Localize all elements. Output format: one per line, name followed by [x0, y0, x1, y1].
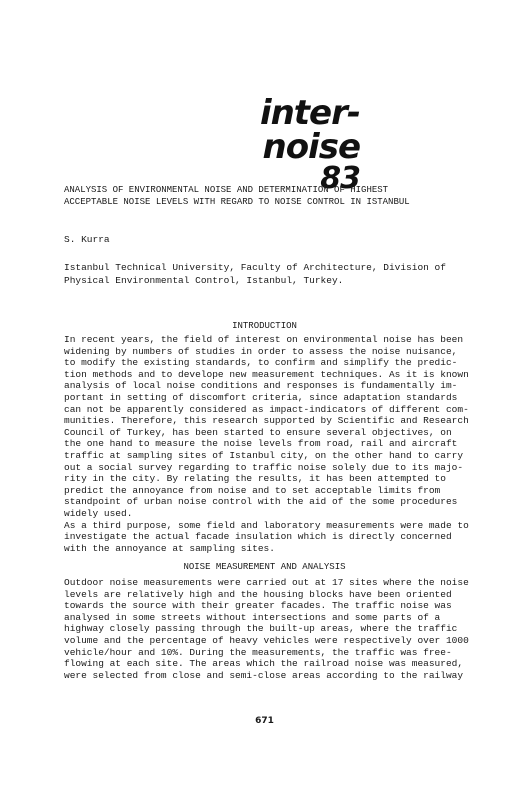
text-line: predict the annoyance from noise and to set acceptable limits from — [64, 484, 441, 496]
text-line: In recent years, the field of interest on environmental noise has been — [64, 334, 464, 345]
section-heading-noise-measurement: NOISE MEASUREMENT AND ANALYSIS — [183, 562, 346, 572]
logo-line-1: inter-noise — [259, 93, 360, 167]
text-line: portant in setting of discomfort criteria, since adaptation standards — [64, 391, 458, 403]
text-line: analysis of local noise conditions and responses is fundamentally im- — [64, 380, 458, 392]
text-line: Outdoor noise measurements were carried out at 17 sites where the noise — [64, 577, 469, 588]
text-line: rity in the city. By relating the results, it has been attempted to — [64, 473, 446, 485]
text-line: standpoint of urban noise control with the aid of the some procedures — [64, 496, 458, 508]
text-line: out a social survey regarding to traffic noise solely due to its majo- — [64, 461, 464, 473]
section-body-noise-measurement — [64, 577, 474, 681]
text-line: munities. Therefore, this research supported by Scientific and Research — [64, 415, 469, 427]
conference-logo — [200, 93, 360, 196]
text-line: can not be apparently considered as impact-indicators of different com- — [64, 403, 469, 415]
text-line: towards the source with their greater facades. The traffic noise was — [64, 600, 452, 612]
section-heading-introduction: INTRODUCTION — [232, 321, 297, 331]
text-line: to modify the existing standards, to confirm and simplify the predic- — [64, 357, 458, 369]
affiliation: Istanbul Technical University, Faculty of Architecture, Division of Physical Environmental Control, Istanbul, Turkey. — [64, 262, 446, 286]
text-line: volume and the percentage of heavy vehicles were respectively over 1000 — [64, 634, 469, 646]
text-line: Council of Turkey, has been started to ensure several objectives, on — [64, 426, 452, 438]
text-line: As a third purpose, some field and laboratory measurements were made to — [64, 519, 469, 531]
section-body-introduction — [64, 334, 474, 554]
text-line: highway closely passing through the built-up areas, where the traffic — [64, 623, 458, 635]
text-line: widely used. — [64, 507, 133, 519]
text-line: flowing at each site. The areas which the railroad noise was measured, — [64, 658, 464, 670]
text-line: the one hand to measure the noise levels from road, rail and aircraft — [64, 438, 458, 450]
text-line: were selected from close and semi-close areas according to the railway — [64, 669, 464, 681]
text-line: tion methods and to develope new measurement techniques. As it is known — [64, 368, 469, 380]
text-line: vehicle/hour and 10%. During the measurements, the traffic was free- — [64, 646, 452, 658]
text-line: levels are relatively high and the housing blocks have been oriented — [64, 588, 452, 600]
paper-title: ANALYSIS OF ENVIRONMENTAL NOISE AND DETERMINATION OF HIGHEST ACCEPTABLE NOISE LEVELS WITH REGARD TO NOISE CONTROL IN ISTANBUL — [64, 185, 410, 207]
page-number: 671 — [255, 716, 274, 726]
text-line: widening by numbers of studies in order to assess the noise nuisance, — [64, 345, 458, 357]
logo-line-2: 83 — [320, 161, 360, 196]
text-line: with the annoyance at sampling sites. — [64, 542, 275, 554]
text-line: analysed in some streets without intersections and some parts of a — [64, 611, 441, 623]
text-line: traffic at sampling sites of Istanbul city, on the other hand to carry — [64, 449, 464, 461]
text-line: investigate the actual facade insulation which is directly concerned — [64, 531, 452, 543]
author: S. Kurra — [64, 234, 110, 245]
